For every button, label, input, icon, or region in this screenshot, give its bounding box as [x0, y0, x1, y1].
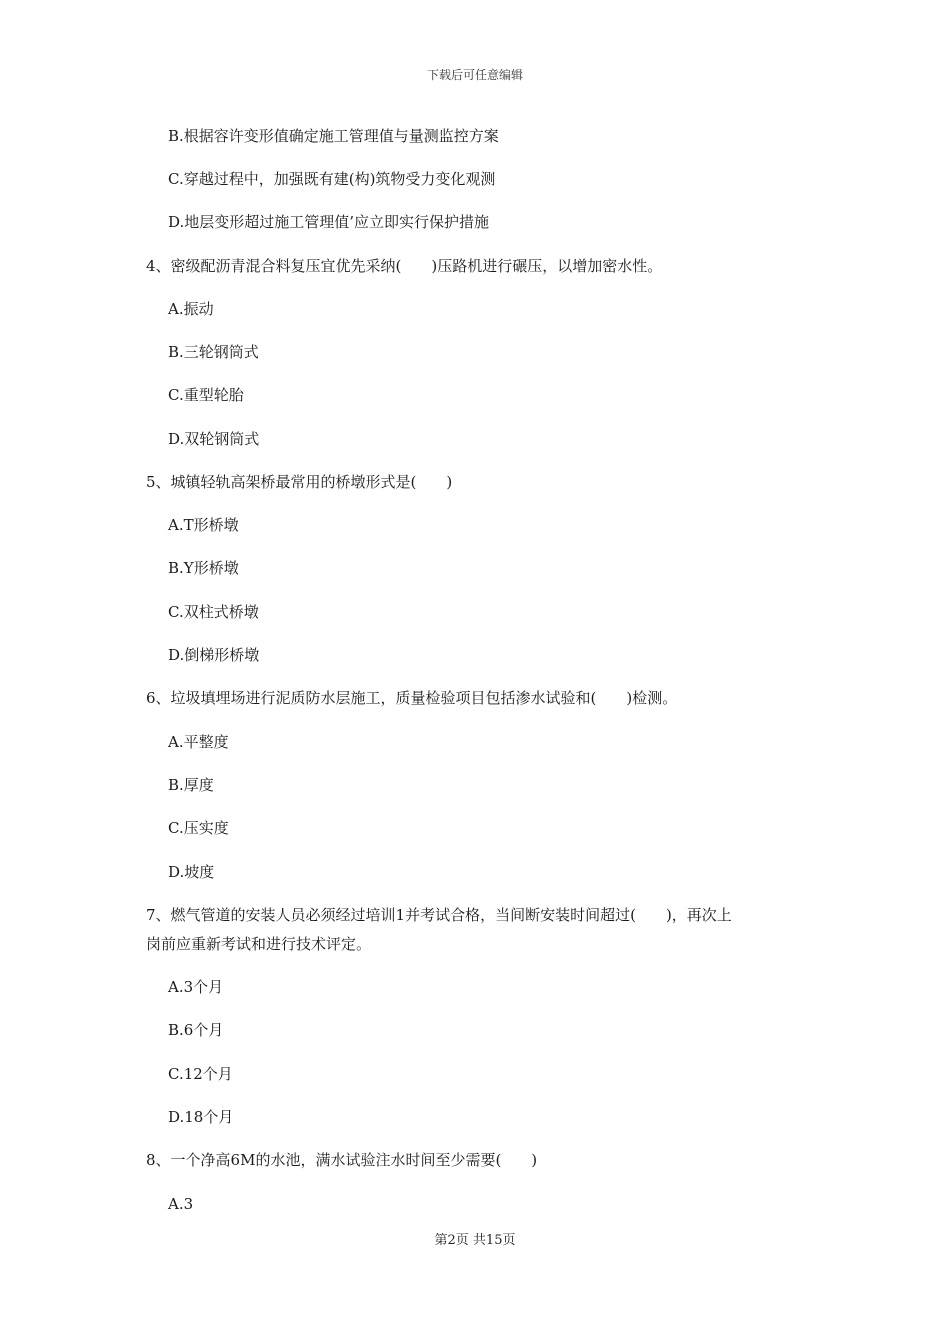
option-7b: B.6个月: [168, 1021, 224, 1039]
option-4a: A.振动: [168, 300, 214, 318]
question-7: 7、燃气管道的安装人员必须经过培训1并考试合格，当间断安装时间超过( )，再次上: [146, 906, 732, 924]
option-7d: D.18个月: [168, 1108, 234, 1126]
option-5c: C.双柱式桥墩: [168, 603, 259, 621]
option-6b: B.厚度: [168, 776, 214, 794]
question-4: 4、密级配沥青混合料复压宜优先采纳( )压路机进行碾压，以增加密水性。: [146, 257, 663, 275]
option-5d: D.倒梯形桥墩: [168, 646, 260, 664]
option-3b: B.根据容许变形值确定施工管理值与量测监控方案: [168, 127, 499, 145]
question-5: 5、城镇轻轨高架桥最常用的桥墩形式是( ): [146, 473, 453, 491]
option-8a: A.3: [168, 1195, 194, 1213]
option-6d: D.坡度: [168, 863, 215, 881]
option-4d: D.双轮钢筒式: [168, 430, 260, 448]
question-8: 8、一个净高6M的水池，满水试验注水时间至少需要( ): [146, 1151, 538, 1169]
option-6c: C.压实度: [168, 819, 229, 837]
question-7-continued: 岗前应重新考试和进行技术评定。: [146, 935, 372, 953]
question-6: 6、垃圾填埋场进行泥质防水层施工，质量检验项目包括渗水试验和( )检测。: [146, 689, 678, 707]
option-6a: A.平整度: [168, 733, 229, 751]
option-3d: D.地层变形超过施工管理值’应立即实行保护措施: [168, 213, 490, 231]
page-header: 下载后可任意编辑: [426, 68, 523, 82]
option-7c: C.12个月: [168, 1065, 233, 1083]
option-4c: C.重型轮胎: [168, 386, 244, 404]
option-3c: C.穿越过程中，加强既有建(构)筑物受力变化观测: [168, 170, 496, 188]
page-footer: 第2页 共15页: [434, 1233, 516, 1248]
option-5b: B.Y形桥墩: [168, 559, 239, 577]
option-5a: A.T形桥墩: [168, 516, 239, 534]
option-7a: A.3个月: [168, 978, 224, 996]
option-4b: B.三轮钢筒式: [168, 343, 259, 361]
